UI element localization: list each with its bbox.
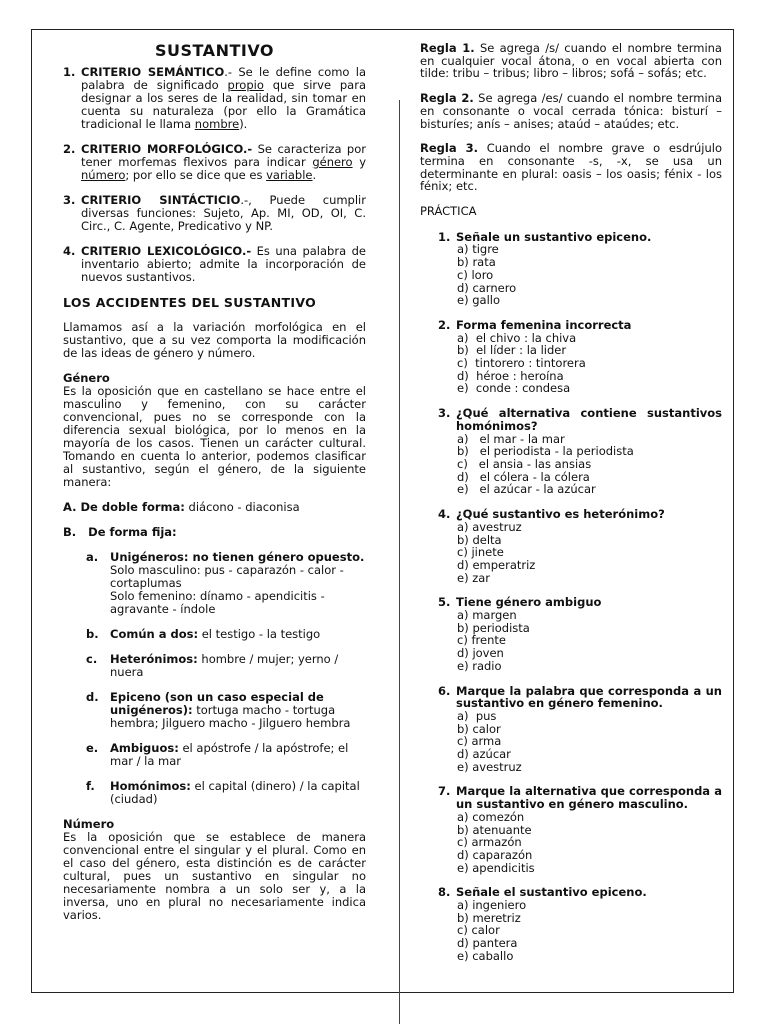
doble-forma: A. De doble forma: diácono - diaconisa [63,500,300,514]
question-stem [438,319,722,332]
question-item [438,407,722,496]
question-text: ¿Qué alternativa contiene sustantivos homónimos? [456,406,722,433]
criterio-number: 3. [63,193,76,207]
answer-option: b) el periodista - la periodista [457,444,634,459]
answer-option: e) apendicitis [457,860,535,875]
list-item: b. Común a dos: el testigo - la testigo [86,627,321,641]
question-stem [438,685,722,710]
answer-option: c) tintorero : tintorera [457,356,586,371]
practica-heading: PRÁCTICA [420,204,477,219]
criterio-label: CRITERIO MORFOLÓGICO.- [81,142,253,156]
answer-option: e) conde : condesa [457,381,571,396]
answer-option: a) avestruz [457,519,522,534]
genero-text: Es la oposición que en castellano se hace entre el masculino y femenino, con su carácter convencional, pues no se corresponde con la diferencia sexual biológica, por lo menos en la mayoría de los casos. Tienen un carácter cultural. Tomando en cuenta lo anterior, podemos clasificar al sustantivo, según el género, de la siguiente manera: [63,384,366,489]
question-item [438,231,722,307]
answer-option: a) tigre [457,242,499,257]
answer-option: c) jinete [457,545,504,560]
answer-option: c) el ansia - las ansias [457,456,592,471]
answer-option: b) calor [457,721,501,736]
document-title: SUSTANTIVO [154,41,275,60]
answer-option: b) atenuante [457,822,532,837]
criterio-label: CRITERIO LEXICOLÓGICO.- [81,244,252,258]
answer-option: d) carnero [457,280,517,295]
question-stem [438,508,722,521]
answer-option: d) azúcar [457,747,511,762]
criterio-number: 4. [63,244,76,258]
question-text: ¿Qué sustantivo es heterónimo? [456,507,665,522]
answer-option: e) gallo [457,293,500,308]
regla-3: Regla 3. Cuando el nombre grave o esdrújulo termina en consonante -s, -x, se usa un determinante en plural: oasis – los oasis; fénix - los fénix; etc. [420,141,722,194]
left-column [63,42,366,922]
criterio-number: 1. [63,65,76,79]
answer-option: a) comezón [457,809,525,824]
answer-option: d) joven [457,646,504,661]
answer-option: a) pus [457,708,497,723]
column-divider [399,100,400,1024]
right-column [420,42,722,975]
criterio-label: CRITERIO SINTÁCTICIO [81,193,241,207]
answer-option: e) zar [457,570,491,585]
question-text: Señale el sustantivo epiceno. [456,885,647,900]
question-number: 3. [438,406,451,421]
answer-option: d) pantera [457,936,518,951]
numero-heading: Número [63,817,115,831]
answer-option: d) héroe : heroína [457,368,564,383]
answer-option: a) ingeniero [457,898,527,913]
criterio-semantico: 1. CRITERIO SEMÁNTICO.- Se le define como la palabra de significado propio que sirve para designar a los seres de la realidad, sin tomar en cuenta su naturaleza (por ello la Gramática tradicional le llama nombre). [63,65,366,131]
answer-option: e) avestruz [457,759,522,774]
regla-2: Regla 2. Se agrega /es/ cuando el nombre termina en consonante o vocal cerrada tónica: bisturí – bisturíes; anís – anises; ataúd – ataúdes; etc. [420,91,722,131]
question-item [438,785,722,874]
question-number: 1. [438,229,451,244]
answer-option: b) delta [457,532,502,547]
answer-option: a) margen [457,608,517,623]
answer-option: e) el azúcar - la azúcar [457,482,596,497]
answer-option: d) emperatriz [457,557,536,572]
question-text: Tiene género ambiguo [456,595,602,610]
criterio-lexicologico: 4. CRITERIO LEXICOLÓGICO.- Es una palabra de inventario abierto; admite la incorporación de nuevos sustantivos. [63,244,366,284]
list-item: c. Heterónimos: hombre / mujer; yerno / nuera [86,652,339,679]
answer-option: c) frente [457,633,506,648]
numero-text: Es la oposición que se establece de manera convencional entre el singular y el plural. Como en el caso del género, esta distinción es de carácter cultural, pues un sustantivo en singular no necesariamente nombra a un solo ser y, a la inversa, uno en plural no necesariamente indica varios. [63,830,366,922]
forma-fija-list [86,551,366,806]
answer-option: b) meretriz [457,910,521,925]
answer-option: d) el cólera - la cólera [457,469,590,484]
answer-option: c) arma [457,734,502,749]
answer-option: e) caballo [457,948,514,963]
answer-option: b) rata [457,255,496,270]
list-item: e. Ambiguos: el apóstrofe / la apóstrofe; el mar / la mar [86,741,349,768]
question-list [420,231,722,963]
answer-option: b) el líder : la lider [457,343,567,358]
question-text: Marque la alternativa que corresponda a un sustantivo en género masculino. [456,784,722,812]
question-item [438,319,722,395]
question-text: Señale un sustantivo epiceno. [456,229,652,244]
answer-option: a) el chivo : la chiva [457,330,577,345]
question-text: Marque la palabra que corresponda a un sustantivo en género femenino. [456,683,722,711]
question-stem [438,785,722,810]
criterio-number: 2. [63,142,76,156]
answer-option: c) loro [457,267,494,282]
question-number: 5. [438,595,451,610]
list-item: a. Unigéneros: no tienen género opuesto. Solo masculino: pus - caparazón - calor - cortaplumas Solo femenino: dínamo - apendicitis - agravante - índole [86,550,365,616]
answer-option: e) radio [457,658,502,673]
question-item [438,685,722,774]
list-item: d. Epiceno (son un caso especial de unigéneros): tortuga macho - tortuga hembra; Jilguero macho - Jilguero hembra [86,690,351,730]
accidentes-intro: Llamamos así a la variación morfológica en el sustantivo, que a su vez comporta la modificación de las ideas de género y número. [63,320,366,360]
regla-1: Regla 1. Se agrega /s/ cuando el nombre termina en cualquier vocal átona, o en vocal abierta con tilde: tribu – tribus; libro – libros; sofá – sofás; etc. [420,41,722,81]
question-text: Forma femenina incorrecta [456,317,632,332]
criterio-morfologico: 2. CRITERIO MORFOLÓGICO.- Se caracteriza por tener morfemas flexivos para indicar género y número; por ello se dice que es variable. [63,142,366,182]
criterio-sintactico: 3. CRITERIO SINTÁCTICIO.-, Puede cumplir diversas funciones: Sujeto, Ap. MI, OD, OI, C. Circ., C. Agente, Predicativo y NP. [63,193,366,233]
answer-option: d) caparazón [457,847,533,862]
forma-fija-heading: B. De forma fija: [63,525,177,539]
criterio-label: CRITERIO SEMÁNTICO [81,65,225,79]
question-item [438,508,722,584]
question-number: 2. [438,317,451,332]
answer-option: a) el mar - la mar [457,431,565,446]
question-number: 7. [438,784,451,799]
list-item: f. Homónimos: el capital (dinero) / la capital (ciudad) [86,779,360,806]
question-number: 8. [438,885,451,900]
answer-option: b) periodista [457,620,530,635]
question-item [438,886,722,962]
genero-heading: Género [63,371,110,385]
question-item [438,596,722,672]
question-number: 6. [438,683,451,698]
question-number: 4. [438,507,451,522]
answer-option: c) calor [457,923,500,938]
accidentes-heading: LOS ACCIDENTES DEL SUSTANTIVO [63,295,317,310]
answer-option: c) armazón [457,835,522,850]
question-stem [438,407,722,432]
